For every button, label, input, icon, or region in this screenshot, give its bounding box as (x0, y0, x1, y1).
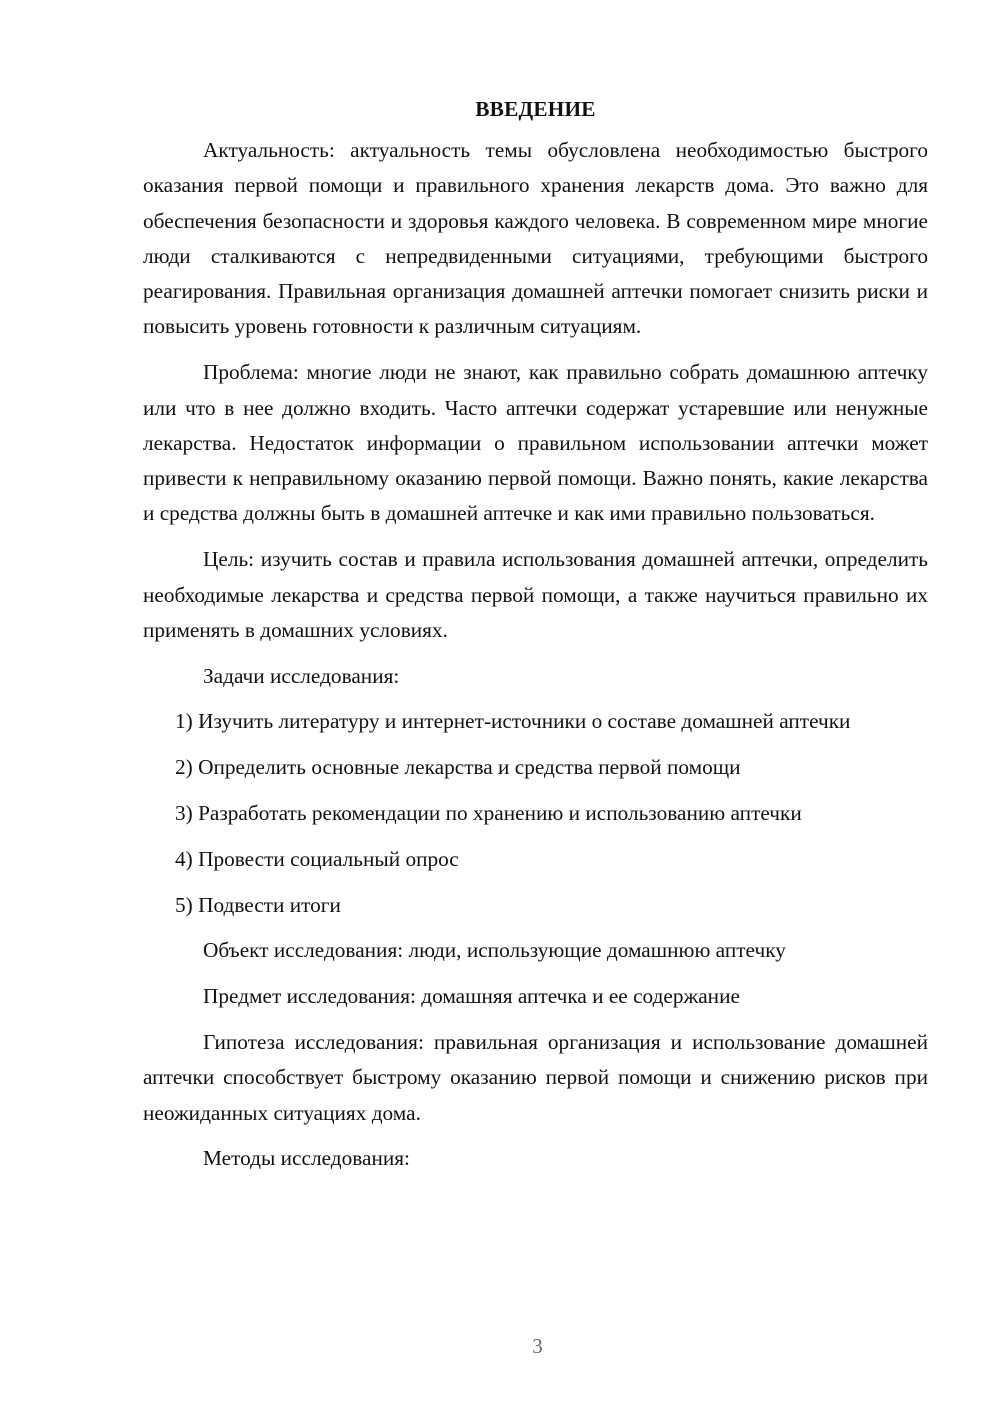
paragraph-goal: Цель: изучить состав и правила использования домашней аптечки, определить необходимые лекарства и средства первой помощи, а также научиться правильно их применять в домашних условиях. (143, 547, 928, 642)
task-item-2: 2) Определить основные лекарства и средства первой помощи (175, 755, 741, 780)
paragraph-problem: Проблема: многие люди не знают, как правильно собрать домашнюю аптечку или что в нее должно входить. Часто аптечки содержат устаревшие или ненужные лекарства. Недостаток информации о правильном использовании аптечки может привести к неправильному оказанию первой помощи. Важно понять, какие лекарства и средства должны быть в домашней аптечке и как ими правильно пользоваться. (143, 360, 928, 526)
paragraph-methods: Методы исследования: (203, 1146, 410, 1171)
paragraph-relevance: Актуальность: актуальность темы обусловлена необходимостью быстрого оказания первой помощи и правильного хранения лекарств дома. Это важно для обеспечения безопасности и здоровья каждого человека. В современном мире многие люди сталкиваются с непредвиденными ситуациями, требующими быстрого реагирования. Правильная организация домашней аптечки помогает снизить риски и повысить уровень готовности к различным ситуациям. (143, 138, 928, 339)
task-item-4: 4) Провести социальный опрос (175, 846, 459, 871)
task-item-1: 1) Изучить литературу и интернет-источники о составе домашней аптечки (175, 709, 851, 734)
paragraph-subject: Предмет исследования: домашняя аптечка и ее содержание (203, 984, 740, 1009)
section-title: ВВЕДЕНИЕ (475, 97, 596, 121)
paragraph-object: Объект исследования: люди, использующие домашнюю аптечку (203, 938, 786, 963)
paragraph-tasks-heading: Задачи исследования: (203, 663, 400, 688)
page-number: 3 (532, 1334, 543, 1358)
page-content (143, 92, 928, 1177)
task-item-3: 3) Разработать рекомендации по хранению и использованию аптечки (175, 801, 802, 826)
task-item-5: 5) Подвести итоги (175, 892, 341, 917)
paragraph-hypothesis: Гипотеза исследования: правильная организация и использование домашней аптечки способствует быстрому оказанию первой помощи и снижению рисков при неожиданных ситуациях дома. (143, 1030, 928, 1125)
